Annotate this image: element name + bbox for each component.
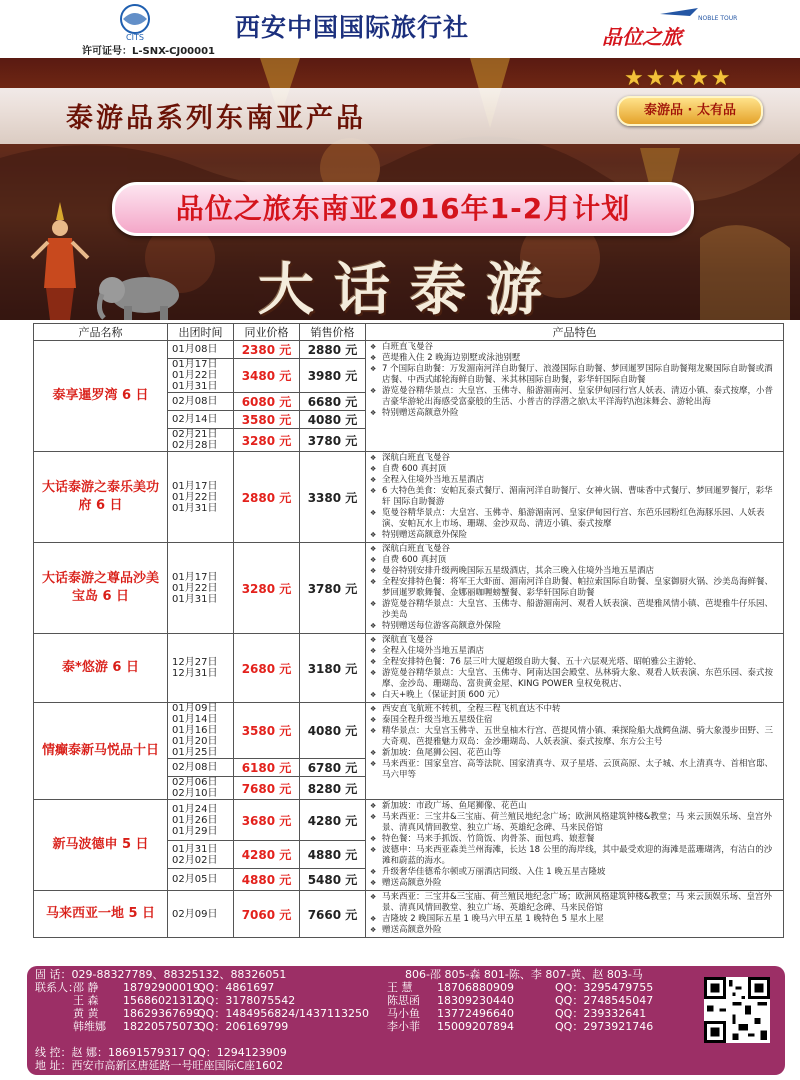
departure-date: 01月31日 [172,843,218,855]
feature-item: ❖ 升级奢华佳德希尔顿或万丽酒店同级、入住 1 晚五星吉隆坡 [370,867,779,878]
departure-dates [168,452,234,543]
retail-price: 3380 元 [300,452,366,543]
contact-name: 黄 黄 [73,1007,99,1020]
contact-qq: QQ：2748545047 [555,994,654,1007]
departure-date: 01月17日 [172,359,218,370]
departure-date: 01月31日 [172,381,218,392]
product-name: 泰享暹罗湾 6 日 [34,341,168,452]
product-table [33,323,783,963]
retail-price: 4280 元 [300,800,366,841]
retail-price: 6680 元 [300,393,366,411]
feature-item: ❖ 全程安排特色餐：将军王大虾面、湄南河洋自助餐、帕拉索国际自助餐、皇家御厨火锅、沙美岛海鲜餐、梦回暹罗歌舞餐、金娜丽咖喱螃蟹餐、彩华轩国际自助餐 [370,577,779,599]
departure-date: 02月02日 [172,854,218,866]
retail-price: 4080 元 [300,703,366,759]
departure-date: 02月05日 [172,874,218,886]
feature-item: ❖ 游览曼谷精华景点：大皇宫、玉佛寺、阿南达国会殿堂、丛林骑大象、观看人妖表演、东芭乐园、泰式按摩、金沙岛、珊瑚岛、富贵黄金屋、KING POWER 皇权免税店、 [370,668,779,690]
contact-qq: QQ：3178075542 [197,994,296,1007]
contact-qq: QQ：1484956824/1437113250 [197,1007,369,1020]
thai-dancer-icon [30,198,90,320]
product-features [366,341,784,452]
product-table-grid [33,323,784,938]
departure-date: 02月08日 [172,396,218,407]
table-row [34,703,784,759]
cits-logo-text: CITS [126,33,144,42]
contact-qq: QQ：4861697 [197,981,275,994]
trade-price: 7680 元 [234,777,300,800]
departure-date: 01月17日 [172,571,218,583]
col-header-trade-price: 同业价格 [234,324,300,341]
departure-dates [168,800,234,841]
departure-date: 12月27日 [172,657,218,668]
departure-date: 01月22日 [172,582,218,594]
departure-date: 01月08日 [172,344,218,355]
departure-dates [168,759,234,777]
phone-line: 固 话：029-88327789、88325132、88326051 [35,968,287,981]
trade-price: 2380 元 [234,341,300,359]
product-features [366,634,784,703]
plan-title: 品位之旅东南亚2016年1-2月计划 [112,182,694,236]
departure-date: 01月29日 [172,825,218,837]
departure-dates [168,891,234,938]
departure-date: 01月17日 [172,480,218,492]
table-header-row [34,324,784,341]
feature-item: ❖ 自费 600 真封顶 [370,555,779,566]
extension-line: 806-邵 805-森 801-陈、李 807-黄、赵 803-马 [405,968,643,981]
departure-date: 01月26日 [172,814,218,826]
license-number: 许可证号：L-SNX-CJ00001 [82,46,215,57]
departure-dates [168,703,234,759]
noble-tour-logo-icon [598,6,738,50]
departure-dates [168,393,234,411]
contact-name: 陈思函 [387,994,420,1007]
trade-price: 7060 元 [234,891,300,938]
trade-price: 2680 元 [234,634,300,703]
contact-qq: QQ：206169799 [197,1020,289,1033]
feature-item: ❖ 白班直飞曼谷 [370,342,779,353]
table-row [34,341,784,359]
feature-item: ❖ 芭堤雅入住 2 晚海边别墅或泳池别墅 [370,353,779,364]
product-name: 新马波德申 5 日 [34,800,168,891]
contact-mobile: 18629367699 [123,1007,200,1020]
header [0,0,800,58]
trade-price: 4880 元 [234,869,300,891]
feature-item: ❖ 游览曼谷精华景点：大皇宫、玉佛寺、船游湄南河、皇家伊甸园行宫人妖表、清迈小镇、泰式按摩，小普吉豪华游轮出海感受富豪般的生活、小普吉的浮潜之旅\太平洋海钓\泡沫舞会、游轮出海 [370,386,779,408]
trade-price: 3280 元 [234,543,300,634]
col-header-product: 产品名称 [34,324,168,341]
table-row [34,543,784,634]
departure-date: 02月14日 [172,414,218,425]
retail-price: 7660 元 [300,891,366,938]
feature-item: ❖ 游览曼谷精华景点：大皇宫、玉佛寺、船游湄南河、观看人妖表演、芭堤雅风情小镇、芭堤雅牛仔乐园、沙美岛 [370,599,779,621]
departure-date: 01月31日 [172,593,218,605]
retail-price: 4080 元 [300,411,366,429]
feature-item: ❖ 马来西亚：国家皇宫、高等法院、国家清真寺、双子星塔、云顶高原、太子城、水上清真寺、首相官邸、马六甲等 [370,759,779,781]
retail-price: 3780 元 [300,429,366,452]
departure-date: 01月20日 [172,736,218,747]
trade-price: 4280 元 [234,841,300,869]
feature-item: ❖ 7 个国际自助餐：万发湄南河洋自助餐厅、浪漫国际自助餐、梦回暹罗国际自助餐翔龙聚国际自助餐或酒店餐、中西式邮轮海鲜自助餐、米其林国际自助餐，彩华轩国际自助餐 [370,364,779,386]
feature-item: ❖ 特别赠送高额意外保险 [370,530,779,541]
feature-item: ❖ 全程入住境外当地五星酒店 [370,475,779,486]
departure-date: 02月09日 [172,908,218,920]
departure-date: 02月10日 [172,788,218,799]
elephant-icon [90,270,190,320]
feature-item: ❖ 吉隆坡 2 晚国际五星 1 晚马六甲五星 1 晚特色 5 星水上屋 [370,914,779,925]
product-name: 泰*悠游 6 日 [34,634,168,703]
table-row [34,452,784,543]
product-features [366,543,784,634]
retail-price: 5480 元 [300,869,366,891]
trade-price: 6080 元 [234,393,300,411]
product-features [366,703,784,800]
product-name: 情癫泰新马悦品十日 [34,703,168,800]
series-title: 泰游品系列东南亚产品 [66,103,366,134]
departure-dates [168,429,234,452]
contact-name: 韩维娜 [73,1020,106,1033]
contact-name: 王 慧 [387,981,413,994]
departure-dates [168,411,234,429]
departure-date: 02月08日 [172,762,218,773]
trade-price: 3280 元 [234,429,300,452]
contact-mobile: 18309230440 [437,994,514,1007]
feature-item: ❖ 波德申：马来西亚森美兰州海滩，长达 18 公里的海岸线，其中最受欢迎的海滩是蓝珊瑚湾，有洁白的沙滩和蔚蓝的海水。 [370,845,779,867]
online-line: 线 控：赵 娜：18691579317 QQ：1294123909 [35,1046,287,1059]
contact-name: 王 森 [73,994,99,1007]
trade-price: 3480 元 [234,359,300,393]
feature-item: ❖ 6 大特色美食：安帕瓦泰式餐厅、湄南河洋自助餐厅、女神火锅、曹味香中式餐厅、梦回暹罗餐厅，彩华轩 国际自助餐游 [370,486,779,508]
departure-dates [168,841,234,869]
trade-price: 3680 元 [234,800,300,841]
address-line: 地 址：西安市高新区唐延路一号旺座国际C座1602 [35,1059,284,1072]
departure-date: 01月14日 [172,714,218,725]
qr-code-icon [704,977,770,1043]
col-header-departure: 出团时间 [168,324,234,341]
retail-price: 3780 元 [300,543,366,634]
hero-banner [0,58,800,323]
retail-price: 6780 元 [300,759,366,777]
slogan-badge: 泰游品 · 太有品 [617,96,763,126]
feature-item: ❖ 马来西亚：三宝井&三宝庙、荷兰殖民地纪念广场；欧洲风格建筑钟楼&教堂；马 来云顶娱乐场、皇宫外景、清真风情回教堂、独立广场、英雄纪念碑、马来民俗馆 [370,812,779,834]
contact-mobile: 13772496640 [437,1007,514,1020]
feature-item: ❖ 特别赠送高额意外险 [370,408,779,419]
feature-item: ❖ 白天+晚上（保证封顶 600 元） [370,690,779,701]
brand-tag: NOBLE TOUR [698,15,738,22]
feature-item: ❖ 泰国全程升级当地五星级住宿 [370,715,779,726]
contact-qq: QQ：239332641 [555,1007,647,1020]
table-row [34,891,784,938]
col-header-features: 产品特色 [366,324,784,341]
feature-item: ❖ 自费 600 真封顶 [370,464,779,475]
departure-date: 01月24日 [172,803,218,815]
departure-date: 12月31日 [172,668,218,679]
gold-stars-icon: ★★★★★ [624,66,733,91]
contact-label: 联系人： [35,981,79,994]
contact-mobile: 18706880909 [437,981,514,994]
feature-item: ❖ 全程入住境外当地五星酒店 [370,646,779,657]
retail-price: 3180 元 [300,634,366,703]
feature-item: ❖ 深航白班直飞曼谷 [370,544,779,555]
departure-date: 01月22日 [172,370,218,381]
feature-item: ❖ 深航直飞曼谷 [370,635,779,646]
contact-panel [27,966,785,1075]
contact-qq: QQ：3295479755 [555,981,654,994]
contact-mobile: 15686021312 [123,994,200,1007]
departure-dates [168,543,234,634]
departure-date: 01月25日 [172,747,218,758]
feature-item: ❖ 西安直飞航班不转机，全程三程飞机直达不中转 [370,704,779,715]
trade-price: 6180 元 [234,759,300,777]
departure-dates [168,869,234,891]
cits-logo-icon [112,2,158,42]
departure-dates [168,777,234,800]
departure-date: 01月09日 [172,703,218,714]
feature-item: ❖ 精华景点：大皇宫玉佛寺、五世皇柚木行宫、芭提风情小镇、乘探险船大战鳄鱼湖、骑大象漫步田野、三大奇观、芭提雅魅力双岛：金沙珊瑚岛、人妖表演、泰式按摩、东方公主号 [370,726,779,748]
table-row [34,634,784,703]
product-name: 大话泰游之泰乐美功府 6 日 [34,452,168,543]
departure-date: 02月06日 [172,777,218,788]
retail-price: 8280 元 [300,777,366,800]
feature-item: ❖ 览曼谷精华景点：大皇宫、玉佛寺、船游湄南河、皇家伊甸园行宫、东芭乐园粉红色海豚乐园、人妖表演、安帕瓦水上市场、珊瑚、金沙双岛、清迈小镇、泰式按摩 [370,508,779,530]
feature-item: ❖ 赠送高额意外险 [370,925,779,936]
departure-date: 02月21日 [172,429,218,440]
feature-item: ❖ 深航白班直飞曼谷 [370,453,779,464]
main-title: 大话泰游 [258,257,562,323]
contact-name: 李小菲 [387,1020,420,1033]
feature-item: ❖ 特色餐：马来手抓饭、竹筒饭、肉骨茶、面包鸡、娘惹餐 [370,834,779,845]
product-features [366,452,784,543]
product-name: 大话泰游之尊品沙美宝岛 6 日 [34,543,168,634]
feature-item: ❖ 曼谷特别安排升级两晚国际五星级酒店，其余三晚入住境外当地五星酒店 [370,566,779,577]
product-features [366,891,784,938]
contact-mobile: 15009207894 [437,1020,514,1033]
departure-dates [168,359,234,393]
departure-dates [168,634,234,703]
contact-name: 邵 静 [73,981,99,994]
product-features [366,800,784,891]
contact-name: 马小鱼 [387,1007,420,1020]
retail-price: 3980 元 [300,359,366,393]
product-name: 马来西亚一地 5 日 [34,891,168,938]
table-row [34,800,784,841]
feature-item: ❖ 新加坡：市政广场、鱼尾狮像、花芭山 [370,801,779,812]
departure-dates [168,341,234,359]
trade-price: 3580 元 [234,703,300,759]
trade-price: 2880 元 [234,452,300,543]
departure-date: 01月16日 [172,725,218,736]
feature-item: ❖ 马来西亚：三宝井&三宝庙、荷兰殖民地纪念广场；欧洲风格建筑钟楼&教堂；马 来云顶娱乐场、皇宫外景、清真风情回教堂、独立广场、英雄纪念碑、马来民俗馆 [370,892,779,914]
departure-date: 02月28日 [172,440,218,451]
departure-date: 01月31日 [172,502,218,514]
feature-item: ❖ 全程安排特色餐：76 层三叶大厦超级自助大餐、五十六层观光塔、昭帕雅公主游轮、 [370,657,779,668]
agency-name: 西安中国国际旅行社 [235,13,470,42]
feature-item: ❖ 特别赠送每位游客高额意外保险 [370,621,779,632]
trade-price: 3580 元 [234,411,300,429]
contact-mobile: 18220575073 [123,1020,200,1033]
contact-mobile: 18792900019 [123,981,200,994]
retail-price: 4880 元 [300,841,366,869]
feature-item: ❖ 新加坡：鱼尾狮公园、花芭山等 [370,748,779,759]
contact-qq: QQ：2973921746 [555,1020,654,1033]
feature-item: ❖ 赠送高额意外险 [370,878,779,889]
departure-date: 01月22日 [172,491,218,503]
brand-name: 品位之旅 [602,25,682,49]
retail-price: 2880 元 [300,341,366,359]
col-header-retail-price: 销售价格 [300,324,366,341]
